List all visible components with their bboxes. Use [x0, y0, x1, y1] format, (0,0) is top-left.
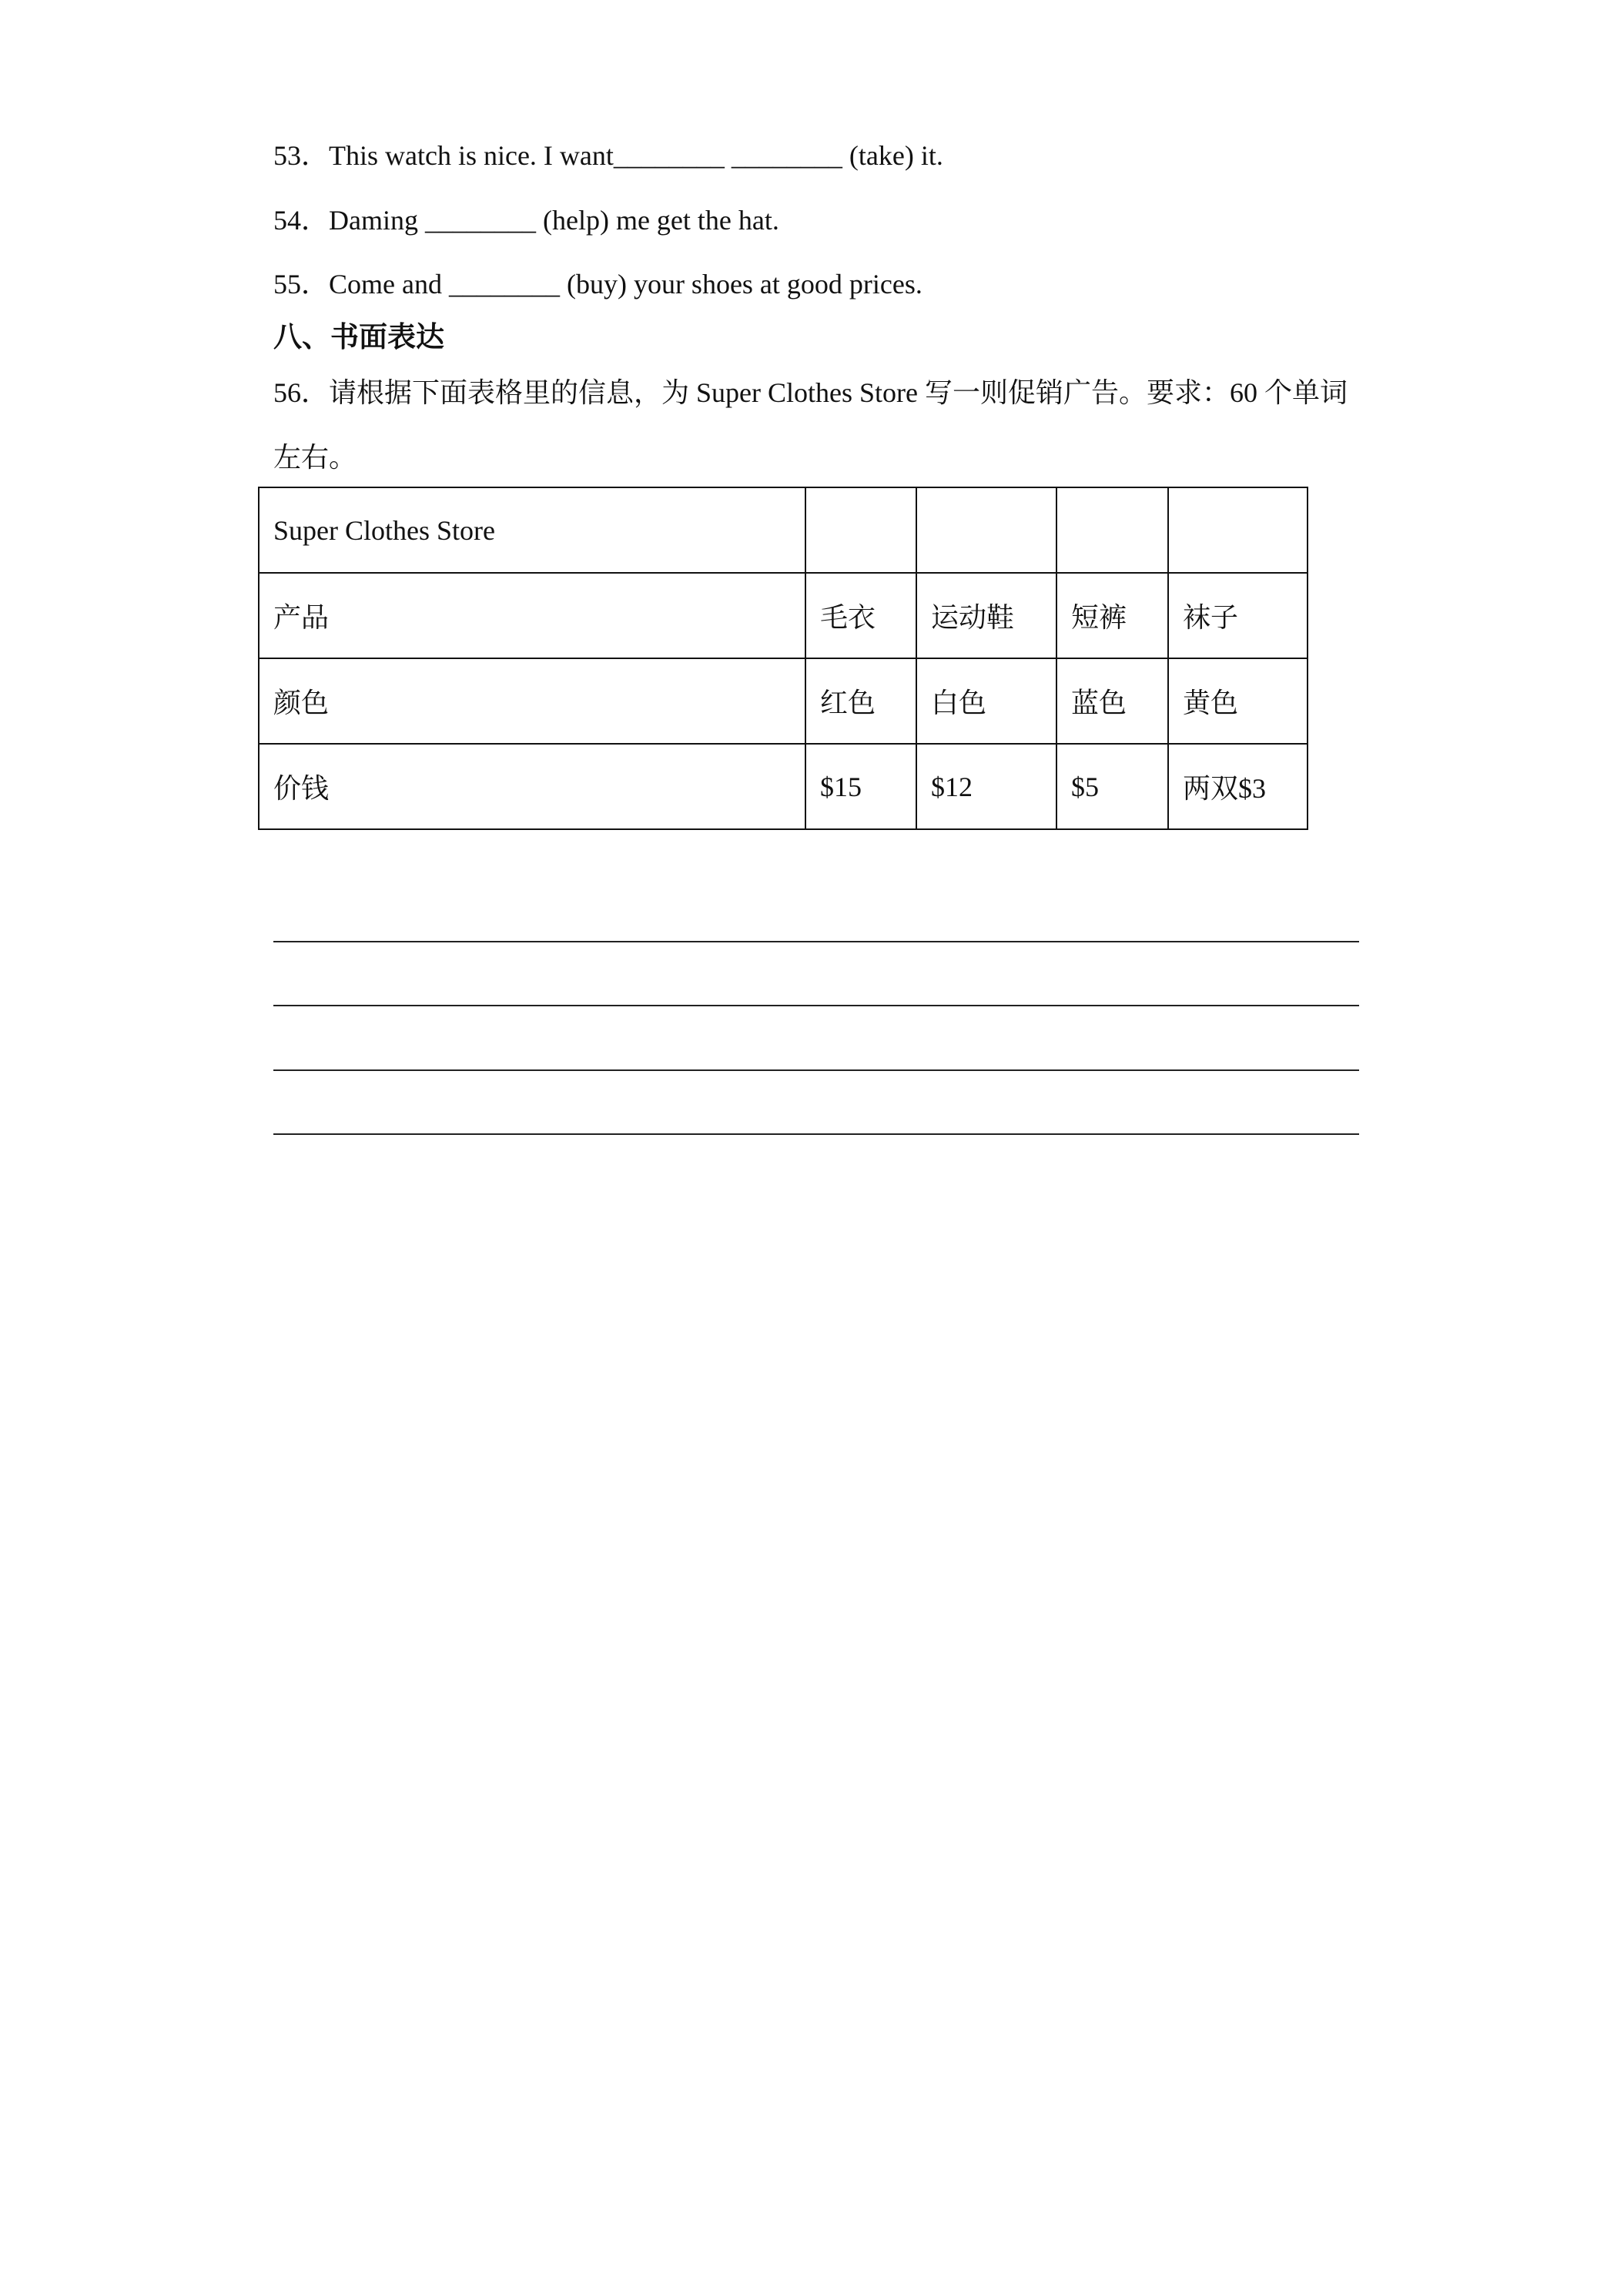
question-54: 54．Daming ________ (help) me get the hat. — [273, 205, 779, 236]
table-cell: 毛衣 — [805, 573, 916, 658]
table-cell: 产品 — [259, 573, 805, 658]
table-row — [259, 744, 1308, 829]
table-cell: 白色 — [916, 658, 1056, 744]
product-info-table — [258, 487, 1308, 830]
table-cell: $5 — [1056, 744, 1168, 829]
writing-prompt: 56．请根据下面表格里的信息，为 Super Clothes Store 写一则促销广告。要求：60 个单词左右。 — [273, 377, 1348, 473]
answer-line[interactable] — [273, 941, 1359, 942]
question-53: 53．This watch is nice. I want________ ________ (take) it. — [273, 140, 943, 171]
table-cell: 价钱 — [259, 744, 805, 829]
table-cell — [805, 487, 916, 573]
answer-line[interactable] — [273, 1133, 1359, 1135]
table-cell: $12 — [916, 744, 1056, 829]
section-heading-writing: 八、书面表达 — [273, 320, 444, 353]
table-row — [259, 573, 1308, 658]
table-cell: $15 — [805, 744, 916, 829]
table-cell: Super Clothes Store — [259, 487, 805, 573]
table-cell — [916, 487, 1056, 573]
table-cell — [1168, 487, 1308, 573]
table-cell: 红色 — [805, 658, 916, 744]
answer-line[interactable] — [273, 1069, 1359, 1071]
question-55: 55．Come and ________ (buy) your shoes at good prices. — [273, 269, 922, 300]
table-cell: 袜子 — [1168, 573, 1308, 658]
table-cell: 蓝色 — [1056, 658, 1168, 744]
answer-line[interactable] — [273, 1005, 1359, 1006]
table-row — [259, 658, 1308, 744]
table-cell: 颜色 — [259, 658, 805, 744]
table-cell: 运动鞋 — [916, 573, 1056, 658]
table-row — [259, 487, 1308, 573]
table-cell: 黄色 — [1168, 658, 1308, 744]
table-cell: 短裤 — [1056, 573, 1168, 658]
table-cell — [1056, 487, 1168, 573]
table-cell: 两双$3 — [1168, 744, 1308, 829]
